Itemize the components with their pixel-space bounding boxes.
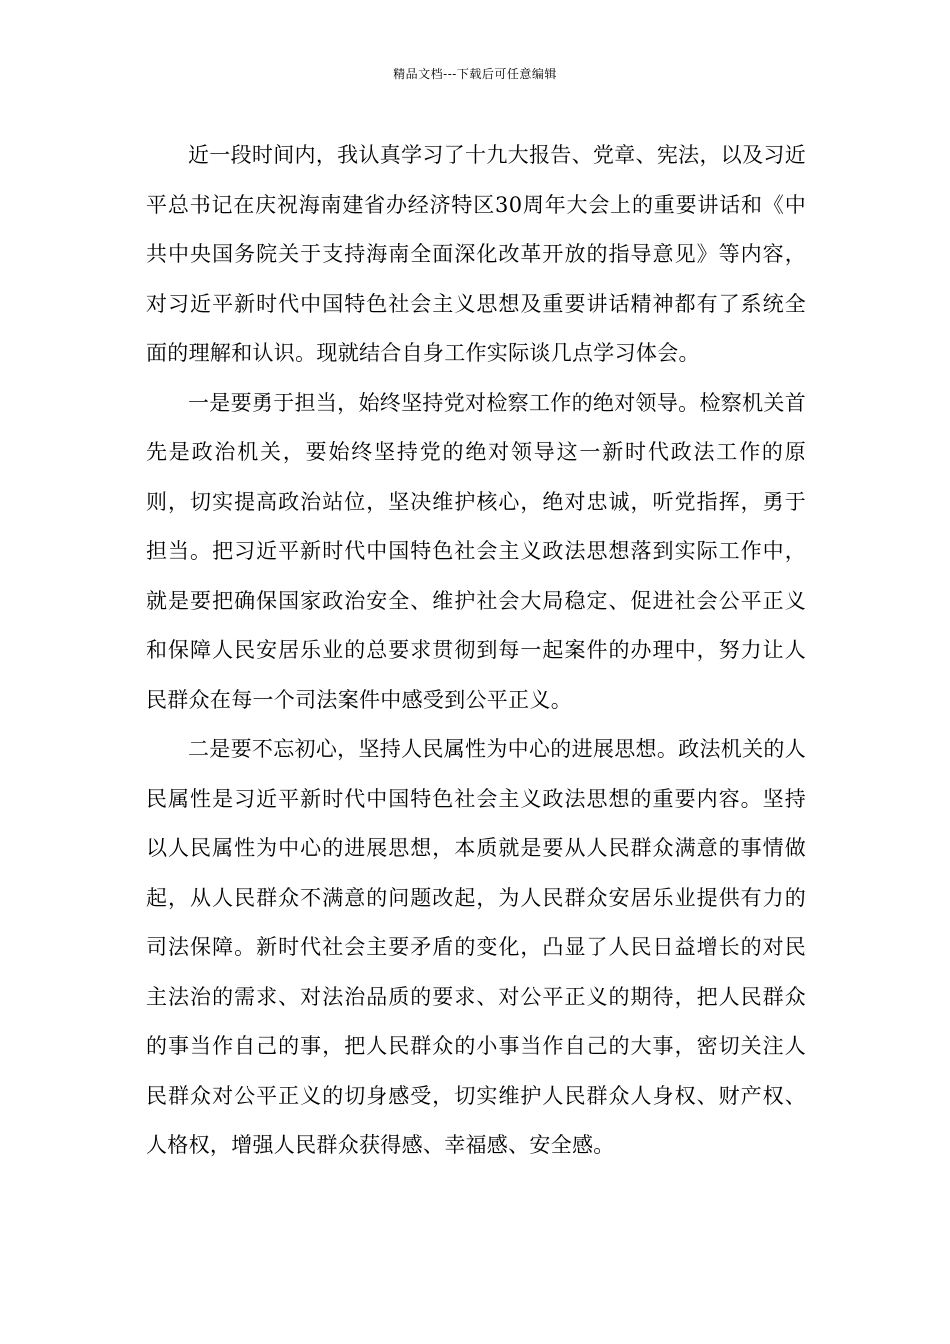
paragraph-intro: 近一段时间内，我认真学习了十九大报告、党章、宪法，以及习近平总书记在庆祝海南建省办经济特区30周年大会上的重要讲话和《中共中央国务院关于支持海南全面深化改革开放的指导意见》等内容，对习近平新时代中国特色社会主义思想及重要讲话精神都有了系统全面的理解和认识。现就结合自身工作实际谈几点学习体会。 — [146, 143, 806, 365]
paragraph-point-one: 一是要勇于担当，始终坚持党对检察工作的绝对领导。检察机关首先是政治机关，要始终坚持党的绝对领导这一新时代政法工作的原则，切实提高政治站位，坚决维护核心，绝对忠诚，听党指挥，勇于担当。把习近平新时代中国特色社会主义政法思想落到实际工作中，就是要把确保国家政治安全、维护社会大局稳定、促进社会公平正义和保障人民安居乐业的总要求贯彻到每一起案件的办理中，努力让人民群众在每一个司法案件中感受到公平正义。 — [146, 390, 806, 712]
paragraph-point-two: 二是要不忘初心，坚持人民属性为中心的进展思想。政法机关的人民属性是习近平新时代中国特色社会主义政法思想的重要内容。坚持以人民属性为中心的进展思想，本质就是要从人民群众满意的事情做起，从人民群众不满意的问题改起，为人民群众安居乐业提供有力的司法保障。新时代社会主要矛盾的变化，凸显了人民日益增长的对民主法治的需求、对法治品质的要求、对公平正义的期待，把人民群众的事当作自己的事，把人民群众的小事当作自己的大事，密切关注人民群众对公平正义的切身感受，切实维护人民群众人身权、财产权、人格权，增强人民群众获得感、幸福感、安全感。 — [146, 737, 806, 1157]
page-header: 精品文档---下载后可任意编辑 — [393, 67, 557, 81]
document-body — [146, 131, 806, 1171]
